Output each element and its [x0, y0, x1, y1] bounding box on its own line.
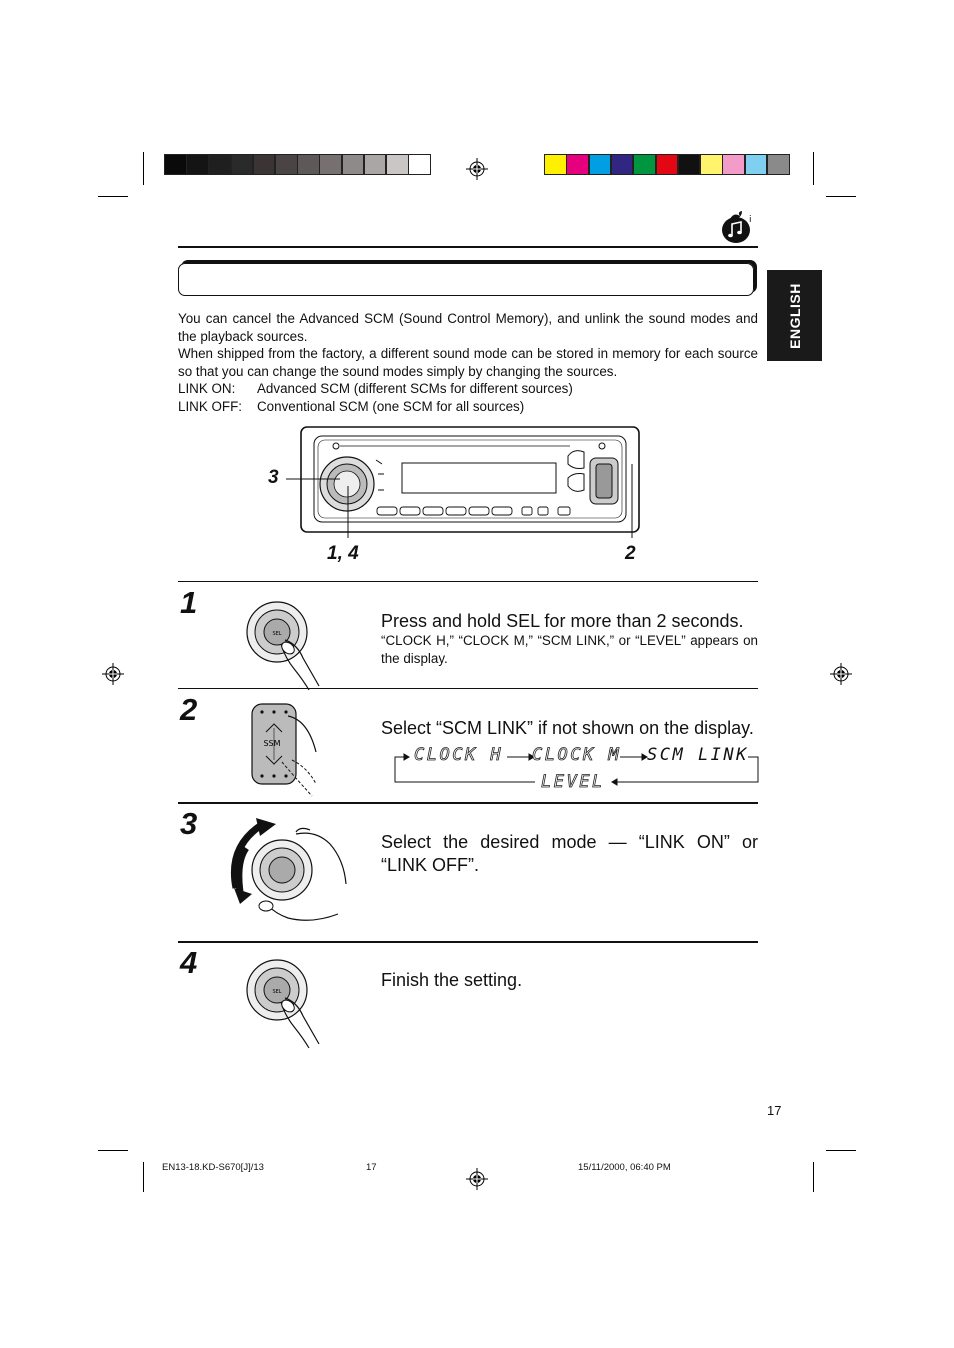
- definition-term: LINK ON:: [178, 381, 236, 396]
- header-rule: [178, 246, 758, 248]
- color-swatch: [767, 154, 790, 175]
- color-swatch: [544, 154, 567, 175]
- lcd-scm-link: SCM LINK: [647, 745, 749, 765]
- gray-swatch: [253, 154, 276, 175]
- registration-mark-top: [466, 158, 488, 180]
- gray-swatch: [208, 154, 231, 175]
- sel-knob-press-illustration: [245, 958, 325, 1048]
- gray-swatch: [319, 154, 342, 175]
- callout-1-4: 1, 4: [327, 543, 359, 564]
- gray-swatch: [386, 154, 409, 175]
- intro-paragraph: You can cancel the Advanced SCM (Sound Control Memory), and unlink the sound modes and the playback sources.: [178, 311, 758, 344]
- section-title-box: [178, 263, 754, 296]
- registration-mark-left: [102, 663, 124, 685]
- definition-desc: Advanced SCM (different SCMs for different sources): [257, 381, 573, 396]
- gray-swatch: [275, 154, 298, 175]
- intro-paragraph: When shipped from the factory, a different sound mode can be stored in memory for each source so that you can change the sound modes simply by changing the sources.: [178, 346, 758, 379]
- footer-timestamp: 15/11/2000, 06:40 PM: [578, 1162, 671, 1173]
- registration-mark-right: [830, 663, 852, 685]
- gray-swatch: [364, 154, 387, 175]
- language-label: ENGLISH: [786, 282, 803, 349]
- step-divider: [178, 581, 758, 582]
- step-number: 1: [180, 585, 198, 620]
- step-divider: [178, 688, 758, 689]
- language-tab: [767, 270, 822, 361]
- definition-term: LINK OFF:: [178, 398, 242, 414]
- step-number: 3: [180, 806, 198, 841]
- step-instruction: Finish the setting.: [381, 970, 523, 990]
- step-number: 2: [180, 692, 198, 727]
- definition-desc: Conventional SCM (one SCM for all sources): [257, 398, 525, 414]
- lcd-clock-h: CLOCK H: [414, 745, 504, 765]
- gray-swatch: [408, 154, 431, 175]
- callout-3: 3: [268, 467, 279, 488]
- callout-2: 2: [625, 543, 636, 564]
- page-number: 17: [767, 1103, 782, 1118]
- step-note: “CLOCK H,” “CLOCK M,” “SCM LINK,” or “LEVEL” appears on the display.: [381, 633, 758, 666]
- color-swatch: [722, 154, 745, 175]
- color-swatch: [678, 154, 701, 175]
- link-definitions: [178, 380, 573, 415]
- knob-rotate-illustration: [226, 818, 356, 928]
- lcd-level: LEVEL: [541, 772, 605, 792]
- color-swatch: [700, 154, 723, 175]
- sel-label: SEL: [272, 631, 282, 637]
- intro-text: [178, 310, 758, 380]
- footer-file: EN13-18.KD-S670[J]/13: [162, 1162, 264, 1173]
- step-number: 4: [180, 945, 198, 980]
- step-divider: [178, 941, 758, 943]
- sel-label: SEL: [272, 989, 282, 995]
- registration-mark-bottom: [466, 1168, 488, 1190]
- gray-swatch: [297, 154, 320, 175]
- step-instruction: Select “SCM LINK” if not shown on the display.: [381, 718, 754, 738]
- music-note-icon: [720, 210, 756, 244]
- gray-swatch: [231, 154, 254, 175]
- color-swatch: [589, 154, 612, 175]
- color-swatch: [566, 154, 589, 175]
- gray-swatch: [342, 154, 365, 175]
- step-instruction: Select the desired mode — “LINK ON” or “LINK OFF”.: [381, 832, 758, 875]
- svg-text:i: i: [749, 215, 752, 225]
- sel-knob-press-illustration: [245, 600, 325, 690]
- definition-row: [178, 380, 573, 398]
- gray-swatch: [164, 154, 187, 175]
- ssm-button-press-illustration: [248, 700, 338, 800]
- step-divider: [178, 802, 758, 804]
- lcd-clock-m: CLOCK M: [532, 745, 622, 765]
- footer-page: 17: [366, 1162, 377, 1173]
- ssm-label: SSM: [263, 739, 281, 748]
- gray-swatch: [186, 154, 209, 175]
- color-swatch: [745, 154, 768, 175]
- color-swatch: [633, 154, 656, 175]
- definition-row: [178, 398, 573, 416]
- step-instruction: Press and hold SEL for more than 2 seconds.: [381, 611, 744, 631]
- color-swatch: [656, 154, 679, 175]
- color-swatch: [611, 154, 634, 175]
